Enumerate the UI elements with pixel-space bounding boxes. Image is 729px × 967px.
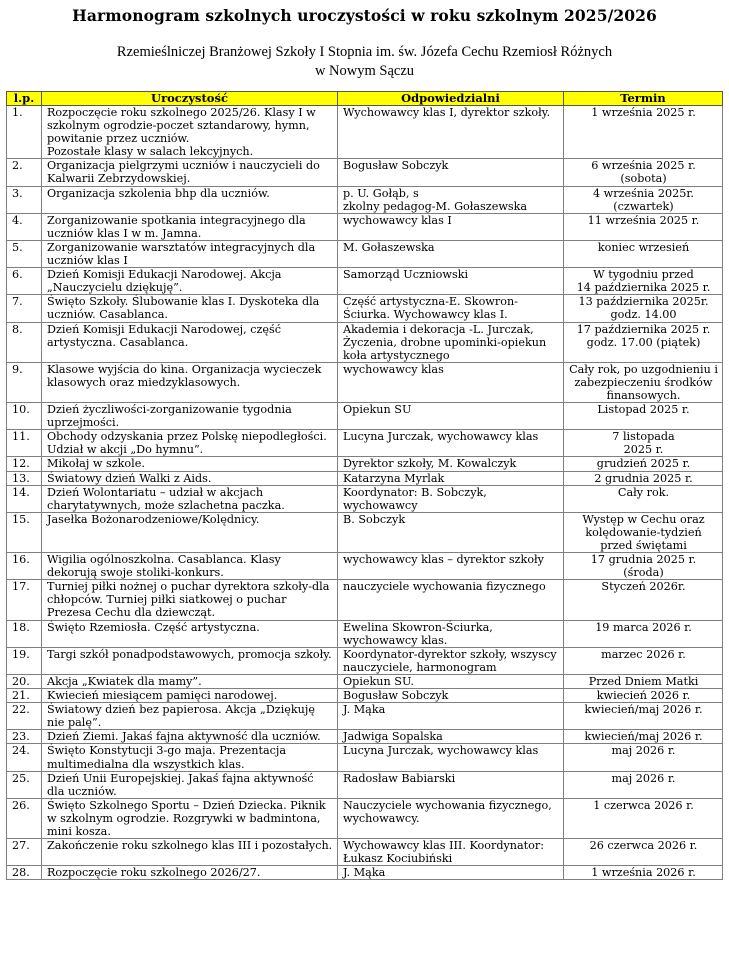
cell-date: maj 2026 r. [564, 771, 723, 798]
cell-event: Światowy dzień bez papierosa. Akcja „Dziękuję nie palę”. [42, 703, 338, 730]
cell-lp: 7. [7, 295, 42, 322]
cell-responsible: Katarzyna Myrlak [338, 471, 564, 485]
cell-responsible: Koordynator: B. Sobczyk, wychowawcy [338, 485, 564, 512]
cell-lp: 20. [7, 674, 42, 688]
cell-date: koniec wrzesień [564, 240, 723, 267]
table-row [7, 689, 723, 703]
cell-lp: 13. [7, 471, 42, 485]
table-row [7, 771, 723, 798]
cell-responsible: Samorząd Uczniowski [338, 268, 564, 295]
cell-date: Styczeń 2026r. [564, 580, 723, 620]
cell-date: kwiecień 2026 r. [564, 689, 723, 703]
cell-date: 2 grudnia 2025 r. [564, 471, 723, 485]
cell-lp: 15. [7, 512, 42, 552]
table-row [7, 674, 723, 688]
cell-lp: 27. [7, 839, 42, 866]
cell-responsible: Koordynator-dyrektor szkoły, wszyscy nauczyciele, harmonogram [338, 647, 564, 674]
cell-lp: 17. [7, 580, 42, 620]
cell-date: grudzień 2025 r. [564, 457, 723, 471]
cell-date: 1 czerwca 2026 r. [564, 798, 723, 838]
table-row [7, 362, 723, 402]
cell-responsible: Akademia i dekoracja -L. Jurczak, Życzenia, drobne upominki-opiekun koła artystycznego [338, 322, 564, 362]
table-row [7, 213, 723, 240]
cell-event: Organizacja pielgrzymi uczniów i nauczycieli do Kalwarii Zebrzydowskiej. [42, 159, 338, 186]
cell-lp: 14. [7, 485, 42, 512]
table-row [7, 322, 723, 362]
table-row [7, 485, 723, 512]
table-row [7, 457, 723, 471]
table-row [7, 620, 723, 647]
subtitle-line-1: Rzemieślniczej Branżowej Szkoły I Stopnia im. św. Józefa Cechu Rzemiosł Różnych [116, 44, 613, 60]
table-body [7, 106, 723, 880]
cell-responsible: Dyrektor szkoły, M. Kowalczyk [338, 457, 564, 471]
cell-responsible: J. Mąka [338, 703, 564, 730]
cell-lp: 26. [7, 798, 42, 838]
cell-date: 1 września 2026 r. [564, 866, 723, 880]
cell-event: Rozpoczęcie roku szkolnego 2026/27. [42, 866, 338, 880]
table-row [7, 580, 723, 620]
cell-event: Dzień Komisji Edukacji Narodowej, część artystyczna. Casablanca. [42, 322, 338, 362]
cell-responsible: Wychowawcy klas I, dyrektor szkoły. [338, 106, 564, 159]
document-title: Harmonogram szkolnych uroczystości w roku szkolnym 2025/2026 [72, 6, 657, 25]
cell-event: Rozpoczęcie roku szkolnego 2025/26. Klasy I w szkolnym ogrodzie-poczet sztandarowy, hymn, powitanie przez uczniów. Pozostałe klasy w salach lekcyjnych. [42, 106, 338, 159]
table-row [7, 798, 723, 838]
table-row [7, 744, 723, 771]
cell-event: Organizacja szkolenia bhp dla uczniów. [42, 186, 338, 213]
cell-lp: 18. [7, 620, 42, 647]
cell-event: Jasełka Bożonarodzeniowe/Kolędnicy. [42, 512, 338, 552]
cell-lp: 10. [7, 403, 42, 430]
cell-lp: 1. [7, 106, 42, 159]
table-row [7, 471, 723, 485]
cell-date: kwiecień/maj 2026 r. [564, 730, 723, 744]
cell-lp: 6. [7, 268, 42, 295]
cell-date: 4 września 2025r.(czwartek) [564, 186, 723, 213]
cell-responsible: Opiekun SU. [338, 674, 564, 688]
cell-lp: 25. [7, 771, 42, 798]
table-row [7, 647, 723, 674]
cell-event: Klasowe wyjścia do kina. Organizacja wycieczek klasowych oraz miedzyklasowych. [42, 362, 338, 402]
cell-responsible: Nauczyciele wychowania fizycznego, wychowawcy. [338, 798, 564, 838]
cell-date: marzec 2026 r. [564, 647, 723, 674]
cell-responsible: nauczyciele wychowania fizycznego [338, 580, 564, 620]
cell-date: 19 marca 2026 r. [564, 620, 723, 647]
table-row [7, 866, 723, 880]
cell-responsible: Lucyna Jurczak, wychowawcy klas [338, 430, 564, 457]
table-row [7, 159, 723, 186]
cell-event: Dzień Ziemi. Jakaś fajna aktywność dla uczniów. [42, 730, 338, 744]
cell-event: Turniej piłki nożnej o puchar dyrektora szkoły-dla chłopców. Turniej piłki siatkowej o puchar Prezesa Cechu dla dziewcząt. [42, 580, 338, 620]
table-row [7, 512, 723, 552]
table-row [7, 403, 723, 430]
cell-lp: 9. [7, 362, 42, 402]
header-date: Termin [564, 92, 723, 106]
cell-event: Zorganizowanie warsztatów integracyjnych dla uczniów klas I [42, 240, 338, 267]
cell-date: kwiecień/maj 2026 r. [564, 703, 723, 730]
header-lp: l.p. [7, 92, 42, 106]
cell-date: 7 listopada 2025 r. [564, 430, 723, 457]
subtitle-line-2: w Nowym Sączu [314, 63, 415, 79]
table-row [7, 839, 723, 866]
cell-responsible: Bogusław Sobczyk [338, 689, 564, 703]
cell-event: Akcja „Kwiatek dla mamy”. [42, 674, 338, 688]
cell-lp: 4. [7, 213, 42, 240]
document-subtitle [0, 43, 729, 81]
cell-lp: 19. [7, 647, 42, 674]
cell-event: Święto Szkolnego Sportu – Dzień Dziecka. Piknik w szkolnym ogrodzie. Rozgrywki w badmintona, mini kosza. [42, 798, 338, 838]
cell-event: Zakończenie roku szkolnego klas III i pozostałych. [42, 839, 338, 866]
cell-lp: 23. [7, 730, 42, 744]
cell-date: 17 grudnia 2025 r. (środa) [564, 553, 723, 580]
cell-event: Dzień życzliwości-zorganizowanie tygodnia uprzejmości. [42, 403, 338, 430]
table-row [7, 730, 723, 744]
schedule-table [6, 91, 723, 880]
cell-date: Cały rok. [564, 485, 723, 512]
cell-date: 6 września 2025 r. (sobota) [564, 159, 723, 186]
cell-date: maj 2026 r. [564, 744, 723, 771]
cell-responsible: Radosław Babiarski [338, 771, 564, 798]
cell-responsible: Opiekun SU [338, 403, 564, 430]
table-row [7, 553, 723, 580]
cell-responsible: Jadwiga Sopalska [338, 730, 564, 744]
table-row [7, 106, 723, 159]
cell-lp: 21. [7, 689, 42, 703]
header-event: Uroczystość [42, 92, 338, 106]
cell-date: W tygodniu przed 14 października 2025 r. [564, 268, 723, 295]
table-row [7, 295, 723, 322]
cell-lp: 16. [7, 553, 42, 580]
cell-lp: 3. [7, 186, 42, 213]
cell-event: Święto Konstytucji 3-go maja. Prezentacja multimedialna dla wszystkich klas. [42, 744, 338, 771]
cell-responsible: Część artystyczna-E. Skowron-Ściurka. Wychowawcy klas I. [338, 295, 564, 322]
cell-event: Święto Szkoły. Ślubowanie klas I. Dyskoteka dla uczniów. Casablanca. [42, 295, 338, 322]
cell-lp: 8. [7, 322, 42, 362]
cell-date: Cały rok, po uzgodnieniu i zabezpieczeniu środków finansowych. [564, 362, 723, 402]
table-header [7, 92, 723, 106]
cell-lp: 22. [7, 703, 42, 730]
cell-lp: 12. [7, 457, 42, 471]
cell-event: Dzień Komisji Edukacji Narodowej. Akcja „Nauczycielu dziękuję”. [42, 268, 338, 295]
table-row [7, 186, 723, 213]
cell-event: Kwiecień miesiącem pamięci narodowej. [42, 689, 338, 703]
cell-responsible: wychowawcy klas – dyrektor szkoły [338, 553, 564, 580]
cell-date: 1 września 2025 r. [564, 106, 723, 159]
cell-event: Dzień Unii Europejskiej. Jakaś fajna aktywność dla uczniów. [42, 771, 338, 798]
cell-date: 13 października 2025r. godz. 14.00 [564, 295, 723, 322]
cell-event: Zorganizowanie spotkania integracyjnego dla uczniów klas I w m. Jamna. [42, 213, 338, 240]
cell-event: Dzień Wolontariatu – udział w akcjach charytatywnych, może szlachetna paczka. [42, 485, 338, 512]
cell-date: Występ w Cechu oraz kolędowanie-tydzień przed świętami [564, 512, 723, 552]
table-row [7, 268, 723, 295]
cell-responsible: Lucyna Jurczak, wychowawcy klas [338, 744, 564, 771]
cell-event: Wigilia ogólnoszkolna. Casablanca. Klasy dekorują swoje stoliki-konkurs. [42, 553, 338, 580]
cell-event: Święto Rzemiosła. Część artystyczna. [42, 620, 338, 647]
cell-responsible: wychowawcy klas I [338, 213, 564, 240]
cell-date: 26 czerwca 2026 r. [564, 839, 723, 866]
cell-responsible: wychowawcy klas [338, 362, 564, 402]
table-row [7, 430, 723, 457]
cell-event: Światowy dzień Walki z Aids. [42, 471, 338, 485]
cell-event: Targi szkół ponadpodstawowych, promocja szkoły. [42, 647, 338, 674]
cell-lp: 2. [7, 159, 42, 186]
cell-event: Mikołaj w szkole. [42, 457, 338, 471]
cell-date: 11 września 2025 r. [564, 213, 723, 240]
cell-lp: 5. [7, 240, 42, 267]
cell-event: Obchody odzyskania przez Polskę niepodległości. Udział w akcji „Do hymnu”. [42, 430, 338, 457]
cell-responsible: Wychowawcy klas III. Koordynator: Łukasz Kociubiński [338, 839, 564, 866]
table-row [7, 703, 723, 730]
cell-lp: 28. [7, 866, 42, 880]
cell-responsible: Ewelina Skowron-Ściurka, wychowawcy klas. [338, 620, 564, 647]
cell-responsible: M. Gołaszewska [338, 240, 564, 267]
table-row [7, 240, 723, 267]
cell-responsible: B. Sobczyk [338, 512, 564, 552]
cell-lp: 11. [7, 430, 42, 457]
cell-responsible: J. Mąka [338, 866, 564, 880]
cell-responsible: Bogusław Sobczyk [338, 159, 564, 186]
header-responsible: Odpowiedzialni [338, 92, 564, 106]
cell-date: Listopad 2025 r. [564, 403, 723, 430]
cell-date: 17 października 2025 r. godz. 17.00 (piątek) [564, 322, 723, 362]
cell-lp: 24. [7, 744, 42, 771]
cell-date: Przed Dniem Matki [564, 674, 723, 688]
cell-responsible: p. U. Gołąb, s zkolny pedagog-M. Gołaszewska [338, 186, 564, 213]
